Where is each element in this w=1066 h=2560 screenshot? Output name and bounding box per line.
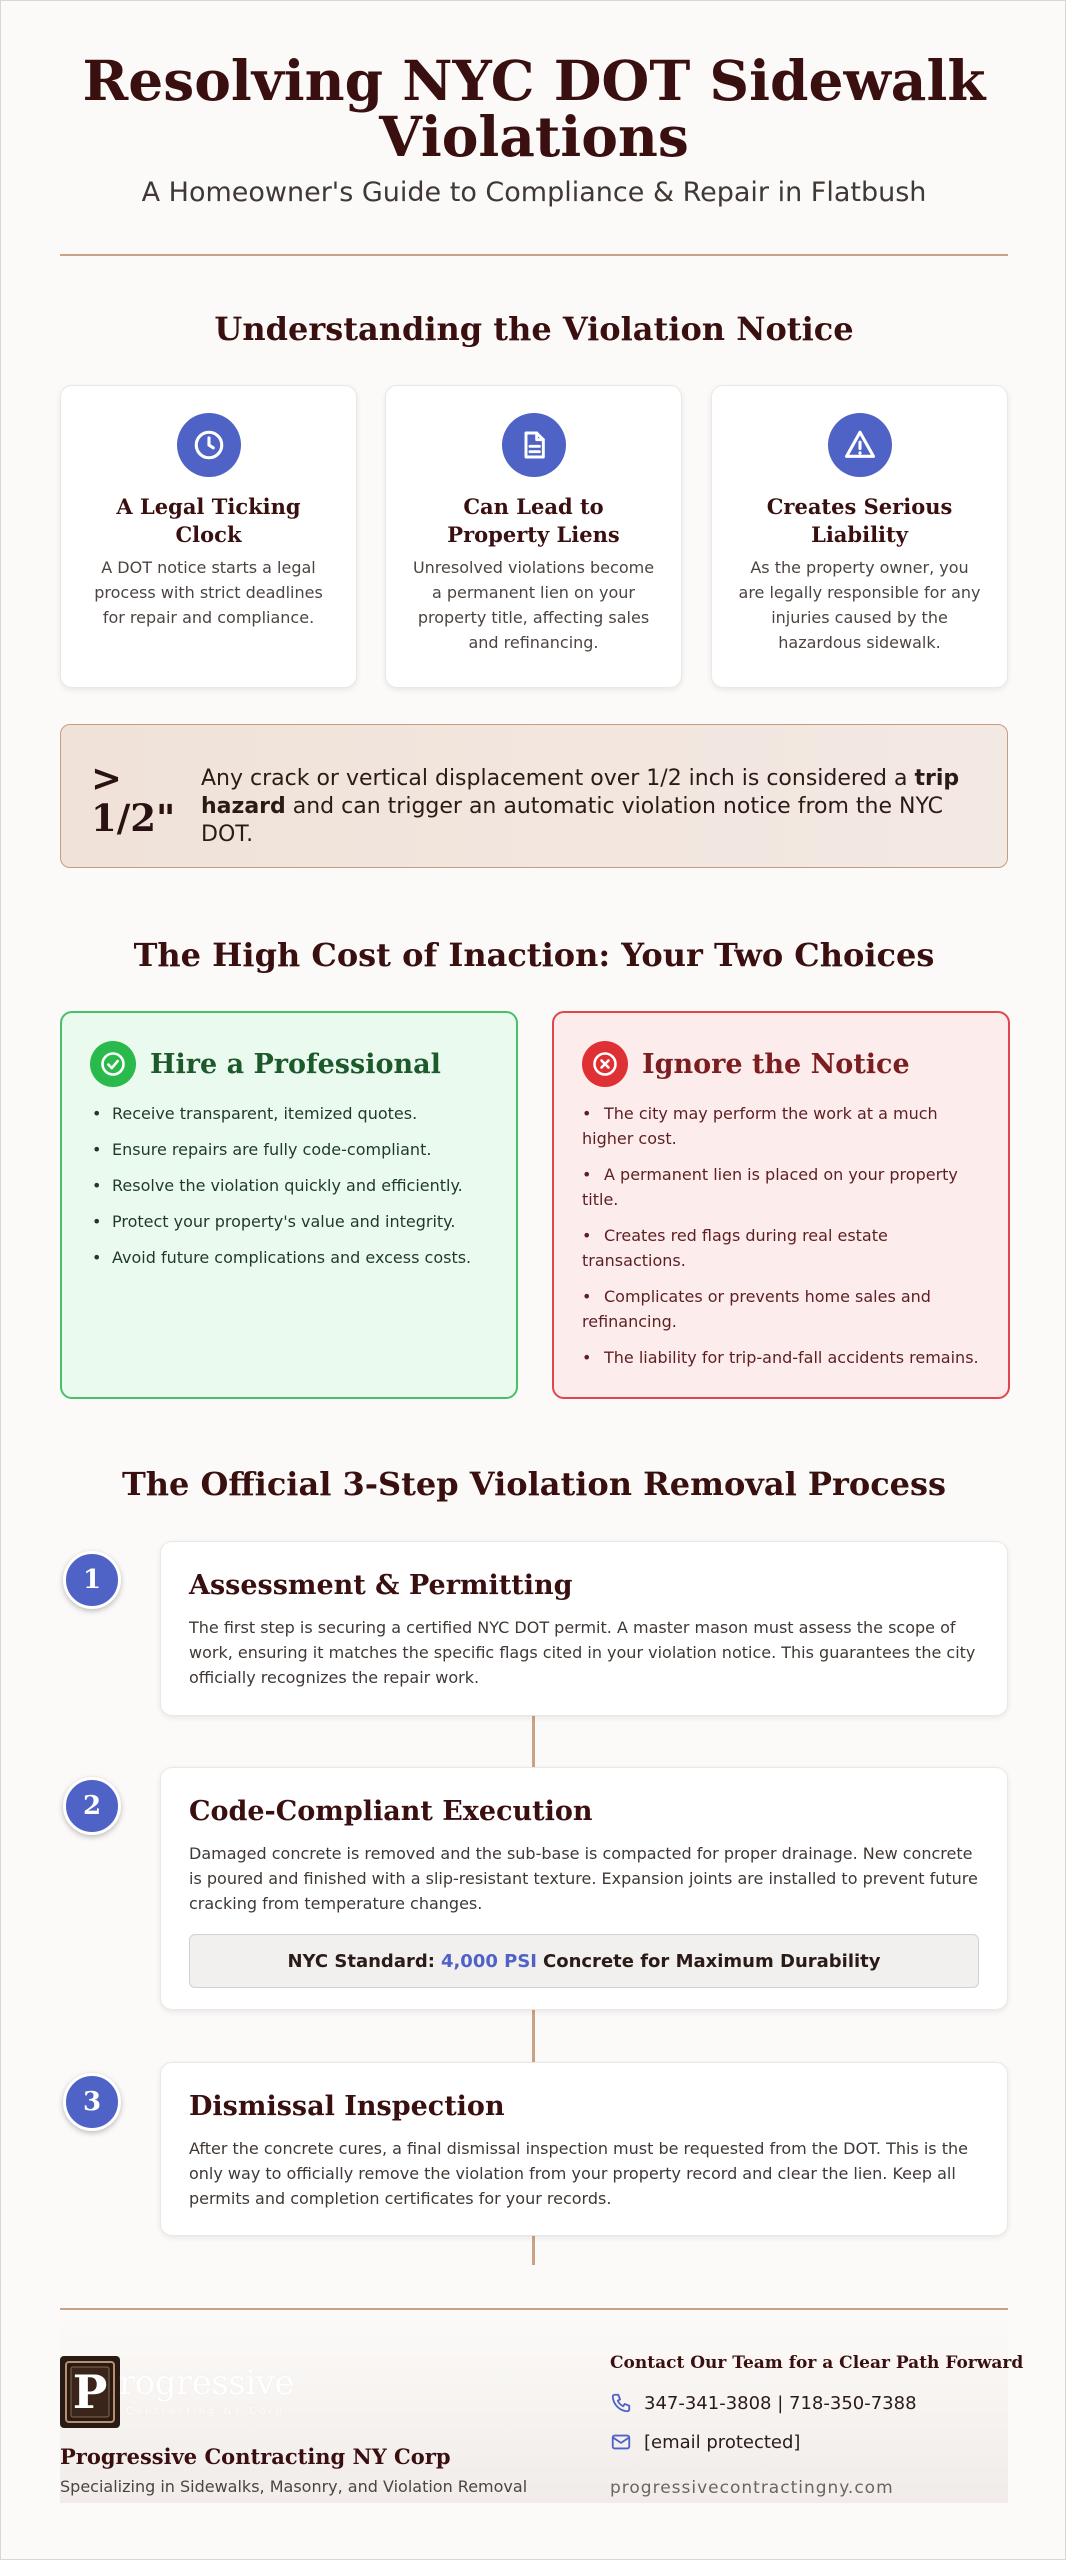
step-number: 1: [63, 1551, 121, 1609]
logo-letter: P: [72, 2365, 108, 2419]
list-item: • Creates red flags during real estate transactions.: [582, 1223, 980, 1273]
info-card-property-liens: [385, 385, 682, 688]
logo-tagline: Contracting NY Corp: [126, 2406, 285, 2417]
page-title-line1: Resolving NYC DOT Sidewalk: [82, 48, 986, 113]
list-item: • The city may perform the work at a much higher cost.: [582, 1101, 980, 1151]
step-title: Code-Compliant Execution: [189, 1796, 593, 1827]
step-text: Damaged concrete is removed and the sub-base is compacted for proper drainage. New concrete is poured and finished with a slip-resistant texture. Expansion joints are installed to prevent future cracking from temperature changes.: [189, 1844, 978, 1913]
step-title: Assessment & Permitting: [189, 1570, 573, 1601]
choice-ignore-notice: [552, 1011, 1010, 1399]
list-item: • Receive transparent, itemized quotes.: [90, 1101, 488, 1126]
contact-email[interactable]: [610, 2431, 800, 2453]
footer-divider: [60, 2308, 1008, 2310]
timeline-connector: [532, 2010, 535, 2062]
info-card-text: As the property owner, you are legally responsible for any injuries caused by the hazardous sidewalk.: [738, 558, 981, 652]
info-card-title: Creates Serious Liability: [766, 494, 953, 547]
list-item: • The liability for trip-and-fall accidents remains.: [582, 1345, 980, 1370]
standard-prefix: NYC Standard:: [287, 1950, 435, 1972]
list-item: • Complicates or prevents home sales and refinancing.: [582, 1284, 980, 1334]
page-subtitle: A Homeowner's Guide to Compliance & Repair in Flatbush: [141, 177, 927, 208]
x-circle-icon: [582, 1041, 628, 1087]
list-item: • Ensure repairs are fully code-compliant.: [90, 1137, 488, 1162]
choices-title: The High Cost of Inaction: Your Two Choices: [133, 936, 935, 974]
understanding-title: Understanding the Violation Notice: [214, 310, 854, 348]
info-card-title: Can Lead to Property Liens: [447, 494, 620, 547]
check-circle-icon: [90, 1041, 136, 1087]
mail-icon: [610, 2431, 632, 2453]
info-card-text: A DOT notice starts a legal process with strict deadlines for repair and compliance.: [94, 558, 323, 627]
contact-title: Contact Our Team for a Clear Path Forward: [610, 2353, 1024, 2373]
company-name: Progressive Contracting NY Corp: [60, 2444, 451, 2469]
choice-title: Ignore the Notice: [642, 1048, 910, 1080]
list-item: • Protect your property's value and integrity.: [90, 1209, 488, 1234]
step-text: The first step is securing a certified NYC DOT permit. A master mason must assess the scope of work, ensuring it matches the specific flags cited in your violation notice. This guarantees the city officially recognizes the repair work.: [189, 1618, 976, 1687]
phone-icon: [610, 2392, 632, 2414]
step-card-execution: [160, 1767, 1008, 2010]
trip-hazard-text: Any crack or vertical displacement over 1/2 inch is considered a trip hazard and can trigger an automatic violation notice from the NYC DOT.: [201, 766, 960, 847]
info-card-legal-clock: [60, 385, 357, 688]
trip-hazard-emphasis: trip hazard: [201, 766, 960, 819]
step-text: After the concrete cures, a final dismissal inspection must be requested from the DOT. This is the only way to officially remove the violation from your property record and clear the lien. Keep all permits and completion certificates for your records.: [189, 2139, 968, 2208]
step-number: 2: [63, 1777, 121, 1835]
list-item: • A permanent lien is placed on your property title.: [582, 1162, 980, 1212]
standard-suffix: Concrete for Maximum Durability: [543, 1950, 881, 1972]
contact-phone[interactable]: [610, 2392, 917, 2414]
step-card-inspection: [160, 2062, 1008, 2236]
step-card-assessment: [160, 1541, 1008, 1716]
logo-wordmark: rogressive: [119, 2363, 294, 2403]
company-logo: [60, 2356, 120, 2428]
threshold-value: 1/2": [91, 796, 176, 840]
standard-psi: 4,000 PSI: [440, 1950, 537, 1972]
header-divider: [60, 254, 1008, 256]
list-item: • Resolve the violation quickly and efficiently.: [90, 1173, 488, 1198]
company-specialty: Specializing in Sidewalks, Masonry, and Violation Removal: [60, 2477, 528, 2496]
choice-hire-professional: [60, 1011, 518, 1399]
process-title: The Official 3-Step Violation Removal Process: [121, 1465, 947, 1503]
timeline-connector: [532, 2235, 535, 2265]
info-card-liability: [711, 385, 1008, 688]
warning-icon: [828, 413, 892, 477]
professional-benefits-list: [90, 1101, 488, 1270]
clock-icon: [177, 413, 241, 477]
ignore-consequences-list: [582, 1101, 980, 1370]
page-title-line2: Violations: [379, 104, 689, 169]
website-link[interactable]: progressivecontractingny.com: [610, 2478, 894, 2498]
trip-hazard-banner: [60, 724, 1008, 868]
concrete-standard-box: [189, 1934, 979, 1988]
page-title: [1, 48, 1066, 169]
list-item: • Avoid future complications and excess costs.: [90, 1245, 488, 1270]
choice-title: Hire a Professional: [150, 1048, 441, 1080]
info-card-title: A Legal Ticking Clock: [116, 494, 301, 547]
info-card-text: Unresolved violations become a permanent lien on your property title, affecting sales and refinancing.: [412, 558, 655, 652]
timeline-connector: [532, 1716, 535, 1768]
phone-numbers: 347-341-3808 | 718-350-7388: [644, 2392, 917, 2414]
trip-hazard-threshold: [91, 758, 201, 838]
step-number: 3: [63, 2073, 121, 2131]
step-title: Dismissal Inspection: [189, 2091, 505, 2122]
document-icon: [502, 413, 566, 477]
threshold-symbol: >: [91, 756, 123, 800]
email-address: [email protected]: [644, 2431, 801, 2453]
